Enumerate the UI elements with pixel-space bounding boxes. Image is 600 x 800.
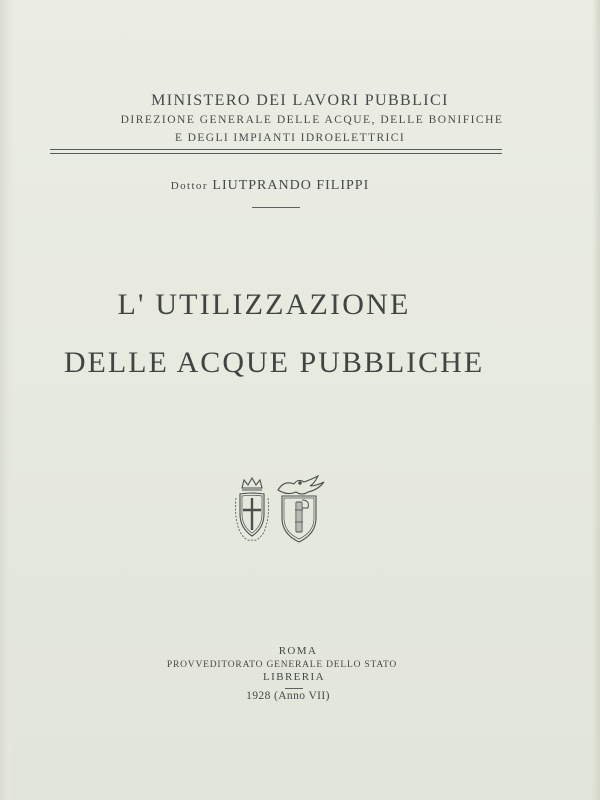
imprint-shop: LIBRERIA xyxy=(263,671,325,683)
ministry-heading: MINISTERO DEI LAVORI PUBBLICI xyxy=(151,92,449,109)
short-rule-divider xyxy=(252,207,300,208)
imprint-year: 1928 (Anno VII) xyxy=(246,690,330,702)
double-rule-divider xyxy=(50,149,502,154)
book-title-line-2: DELLE ACQUE PUBBLICHE xyxy=(63,346,485,379)
coat-of-arms-and-fasces-emblem-icon xyxy=(226,470,328,550)
tiny-rule-divider xyxy=(285,688,303,689)
direction-line-2: E DEGLI IMPIANTI IDROELETTRICI xyxy=(174,132,406,144)
imprint-publisher: PROVVEDITORATO GENERALE DELLO STATO xyxy=(166,660,398,670)
author-line xyxy=(0,178,570,194)
author-prefix: Dottor xyxy=(170,180,208,192)
author-name: LIUTPRANDO FILIPPI xyxy=(212,178,370,193)
imprint-city: ROMA xyxy=(278,645,318,657)
book-title-line-1: L' UTILIZZAZIONE xyxy=(117,288,411,321)
direction-line-1: DIREZIONE GENERALE DELLE ACQUE, DELLE BONIFICHE xyxy=(120,114,504,126)
